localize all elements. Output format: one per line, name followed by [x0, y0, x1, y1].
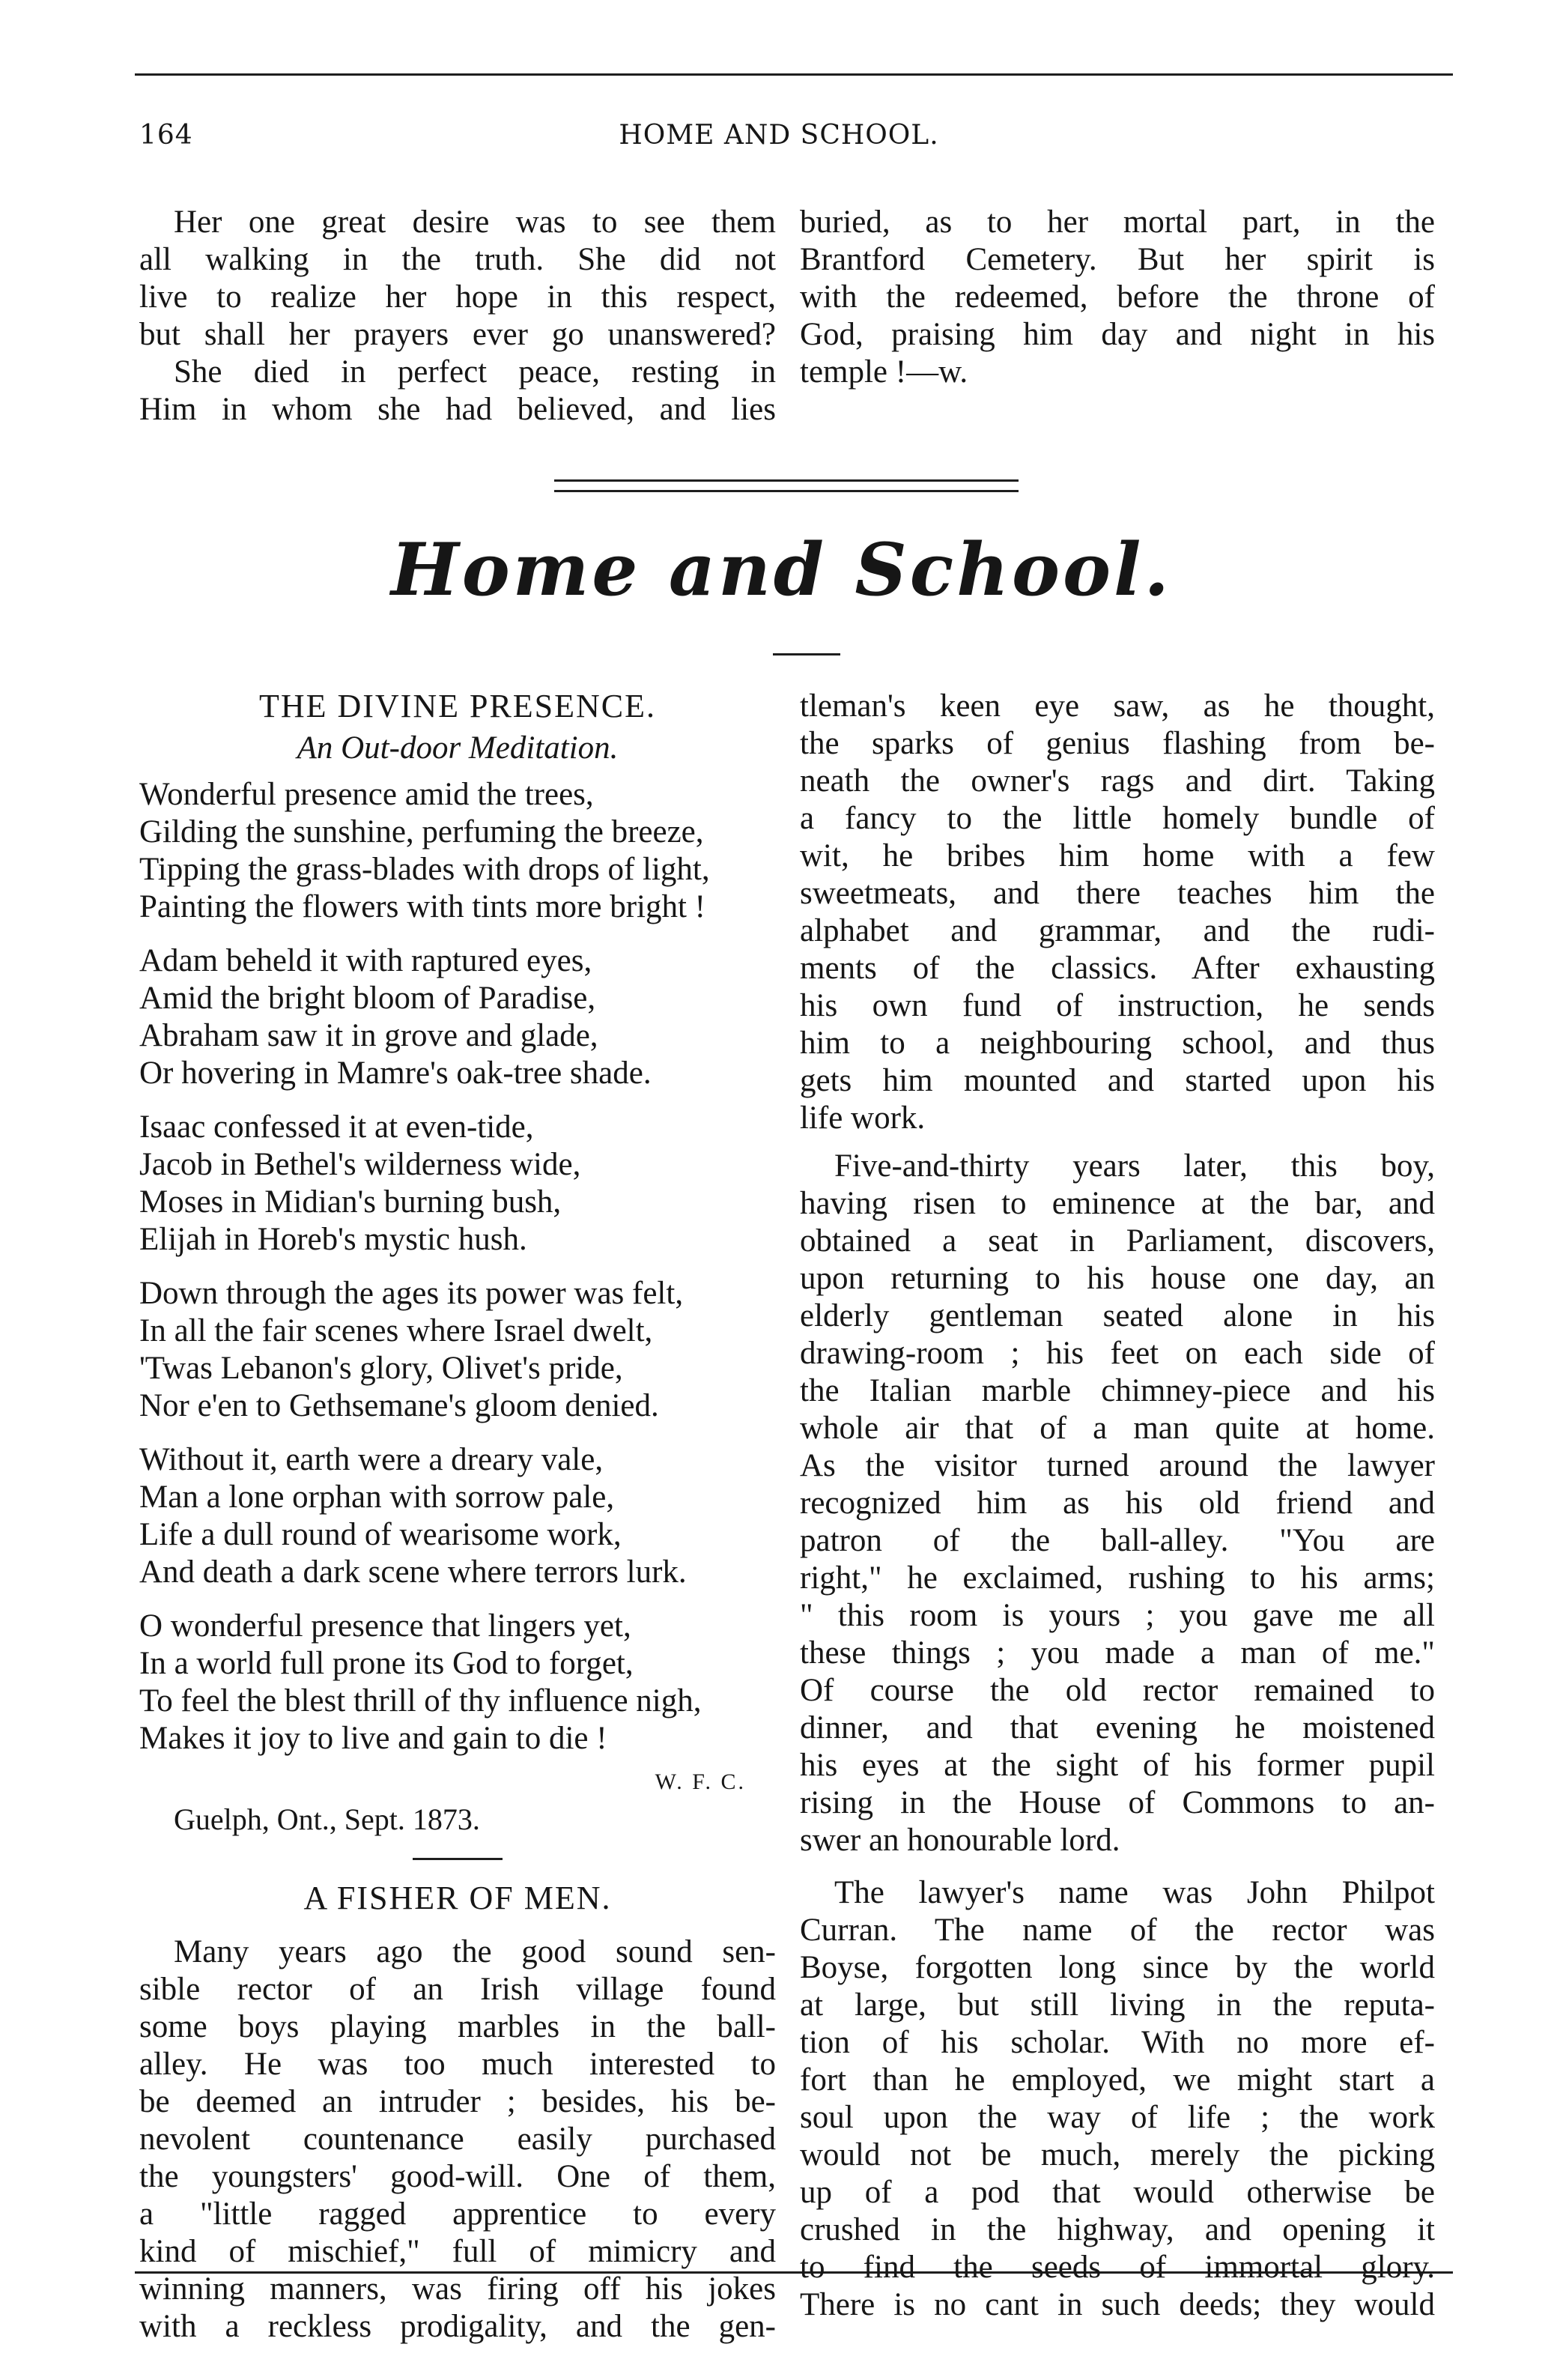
text-line: right," he exclaimed, rushing to his arms;: [800, 1560, 1435, 1596]
text-line: to find the seeds of immortal glory.: [800, 2250, 1435, 2285]
top-left-column: [139, 204, 776, 429]
text-line: fort than he employed, we might start a: [800, 2062, 1435, 2098]
text-line: up of a pod that would otherwise be: [800, 2175, 1435, 2210]
text-line: live to realize her hope in this respect,: [139, 279, 776, 315]
verse-line: Tipping the grass-blades with drops of light,: [139, 852, 710, 887]
verse-line: Wonderful presence amid the trees,: [139, 777, 594, 812]
text-line: Of course the old rector remained to: [800, 1673, 1435, 1708]
poem-signature: W. F. C.: [655, 1769, 746, 1794]
text-line: Boyse, forgotten long since by the world: [800, 1950, 1435, 1985]
verse-line: In all the fair scenes where Israel dwelt,: [139, 1313, 653, 1348]
verse-line: 'Twas Lebanon's glory, Olivet's pride,: [139, 1351, 623, 1386]
text-line: Many years ago the good sound sen-: [174, 1934, 776, 1969]
verse-line: Gilding the sunshine, perfuming the breeze,: [139, 814, 704, 850]
stanza: [139, 942, 776, 1092]
text-line: alley. He was too much interested to: [139, 2047, 776, 2082]
text-line: a "little ragged apprentice to every: [139, 2196, 776, 2232]
text-line: " this room is yours ; you gave me all: [800, 1598, 1435, 1633]
text-line: tion of his scholar. With no more ef-: [800, 2025, 1435, 2060]
text-line: rising in the House of Commons to an-: [800, 1785, 1435, 1820]
text-line: Her one great desire was to see them: [174, 205, 776, 240]
text-line: life work.: [800, 1100, 926, 1136]
stanza: [139, 1608, 776, 1757]
stanza: [139, 1441, 776, 1591]
text-line: his eyes at the sight of his former pupil: [800, 1748, 1435, 1783]
text-line: ments of the classics. After exhausting: [800, 951, 1435, 986]
verse-line: Isaac confessed it at even-tide,: [139, 1109, 534, 1145]
verse-line: O wonderful presence that lingers yet,: [139, 1608, 631, 1644]
text-line: sweetmeats, and there teaches him the: [800, 876, 1435, 911]
verse-line: Man a lone orphan with sorrow pale,: [139, 1480, 615, 1515]
verse-line: Painting the flowers with tints more bright !: [139, 889, 705, 924]
stanza: [139, 1275, 776, 1425]
text-line: at large, but still living in the reputa-: [800, 1987, 1435, 2023]
text-line: some boys playing marbles in the ball-: [139, 2009, 776, 2044]
stanza: [139, 776, 776, 926]
text-line: Five-and-thirty years later, this boy,: [834, 1148, 1435, 1184]
text-line: She died in perfect peace, resting in: [174, 354, 776, 390]
verse-line: To feel the blest thrill of thy influence nigh,: [139, 1683, 702, 1719]
text-line: sible rector of an Irish village found: [139, 1972, 776, 2007]
text-line: winning manners, was firing off his jokes: [139, 2271, 776, 2307]
text-line: Brantford Cemetery. But her spirit is: [800, 242, 1435, 277]
text-line: nevolent countenance easily purchased: [139, 2122, 776, 2157]
text-line: the sparks of genius flashing from be-: [800, 726, 1435, 761]
running-title: HOME AND SCHOOL.: [619, 120, 939, 151]
text-line: kind of mischief," full of mimicry and: [139, 2234, 776, 2269]
article-right-column: [800, 688, 1435, 2324]
text-line: patron of the ball-alley. "You are: [800, 1523, 1435, 1558]
text-line: upon returning to his house one day, an: [800, 1261, 1435, 1296]
article-title: A FISHER OF MEN.: [303, 1880, 612, 1916]
text-line: temple !—w.: [800, 354, 968, 390]
text-line: buried, as to her mortal part, in the: [800, 205, 1435, 240]
verse-line: Elijah in Horeb's mystic hush.: [139, 1222, 527, 1257]
verse-line: Moses in Midian's burning bush,: [139, 1184, 562, 1220]
text-line: with the redeemed, before the throne of: [800, 279, 1435, 315]
text-line: but shall her prayers ever go unanswered?: [139, 317, 776, 352]
text-line: As the visitor turned around the lawyer: [800, 1448, 1435, 1483]
text-line: these things ; you made a man of me.": [800, 1635, 1435, 1671]
text-line: alphabet and grammar, and the rudi-: [800, 913, 1435, 948]
text-line: a fancy to the little homely bundle of: [800, 801, 1435, 836]
verse-line: Jacob in Bethel's wilderness wide,: [139, 1147, 581, 1182]
verse-line: Abraham saw it in grove and glade,: [139, 1018, 598, 1053]
verse-line: Makes it joy to live and gain to die !: [139, 1721, 607, 1756]
page-number: 164: [139, 120, 193, 151]
verse-line: And death a dark scene where terrors lurk.: [139, 1554, 687, 1590]
text-line: Curran. The name of the rector was: [800, 1913, 1435, 1948]
text-line: all walking in the truth. She did not: [139, 242, 776, 277]
text-line: having risen to eminence at the bar, and: [800, 1186, 1435, 1221]
text-line: dinner, and that evening he moistened: [800, 1710, 1435, 1745]
text-line: neath the owner's rags and dirt. Taking: [800, 763, 1435, 799]
text-line: elderly gentleman seated alone in his: [800, 1298, 1435, 1333]
text-line: whole air that of a man quite at home.: [800, 1411, 1435, 1446]
poem-title: THE DIVINE PRESENCE.: [258, 688, 657, 724]
text-line: God, praising him day and night in his: [800, 317, 1435, 352]
double-rule-lower: [554, 490, 1019, 492]
text-line: the youngsters' good-will. One of them,: [139, 2159, 776, 2194]
text-line: obtained a seat in Parliament, discovers,: [800, 1223, 1435, 1259]
top-rule: [135, 73, 1453, 76]
text-line: be deemed an intruder ; besides, his be-: [139, 2084, 776, 2119]
verse-line: Or hovering in Mamre's oak-tree shade.: [139, 1056, 652, 1091]
verse-line: Adam beheld it with raptured eyes,: [139, 943, 592, 978]
poem-subtitle: An Out-door Meditation.: [297, 730, 619, 766]
section-masthead: Home and School.: [391, 527, 1172, 612]
text-line: drawing-room ; his feet on each side of: [800, 1336, 1435, 1371]
double-rule-upper: [554, 479, 1019, 482]
text-line: Him in whom she had believed, and lies: [139, 392, 776, 427]
text-line: swer an honourable lord.: [800, 1823, 1120, 1858]
text-line: with a reckless prodigality, and the gen-: [139, 2309, 776, 2344]
text-line: him to a neighbouring school, and thus: [800, 1026, 1435, 1061]
text-line: would not be much, merely the picking: [800, 2137, 1435, 2172]
text-line: soul upon the way of life ; the work: [800, 2100, 1435, 2135]
verse-line: Nor e'en to Gethsemane's gloom denied.: [139, 1388, 659, 1423]
text-line: There is no cant in such deeds; they would: [800, 2287, 1435, 2322]
text-line: his own fund of instruction, he sends: [800, 988, 1435, 1023]
poem-place-date: Guelph, Ont., Sept. 1873.: [174, 1802, 480, 1836]
verse-line: In a world full prone its God to forget,: [139, 1646, 634, 1681]
text-line: recognized him as his old friend and: [800, 1486, 1435, 1521]
verse-line: Life a dull round of wearisome work,: [139, 1517, 622, 1552]
verse-line: Without it, earth were a dreary vale,: [139, 1442, 604, 1477]
text-line: the Italian marble chimney-piece and his: [800, 1373, 1435, 1408]
poem-column: [139, 688, 776, 2346]
text-line: tleman's keen eye saw, as he thought,: [800, 688, 1435, 724]
section-short-rule: [413, 1858, 503, 1860]
top-right-column: [800, 204, 1435, 391]
text-line: crushed in the highway, and opening it: [800, 2212, 1435, 2247]
text-line: wit, he bribes him home with a few: [800, 838, 1435, 873]
text-line: gets him mounted and started upon his: [800, 1063, 1435, 1098]
text-line: The lawyer's name was John Philpot: [834, 1875, 1435, 1910]
verse-line: Amid the bright bloom of Paradise,: [139, 981, 596, 1016]
stanza: [139, 1109, 776, 1259]
verse-line: Down through the ages its power was felt,: [139, 1276, 684, 1311]
masthead-short-rule: [773, 653, 840, 655]
